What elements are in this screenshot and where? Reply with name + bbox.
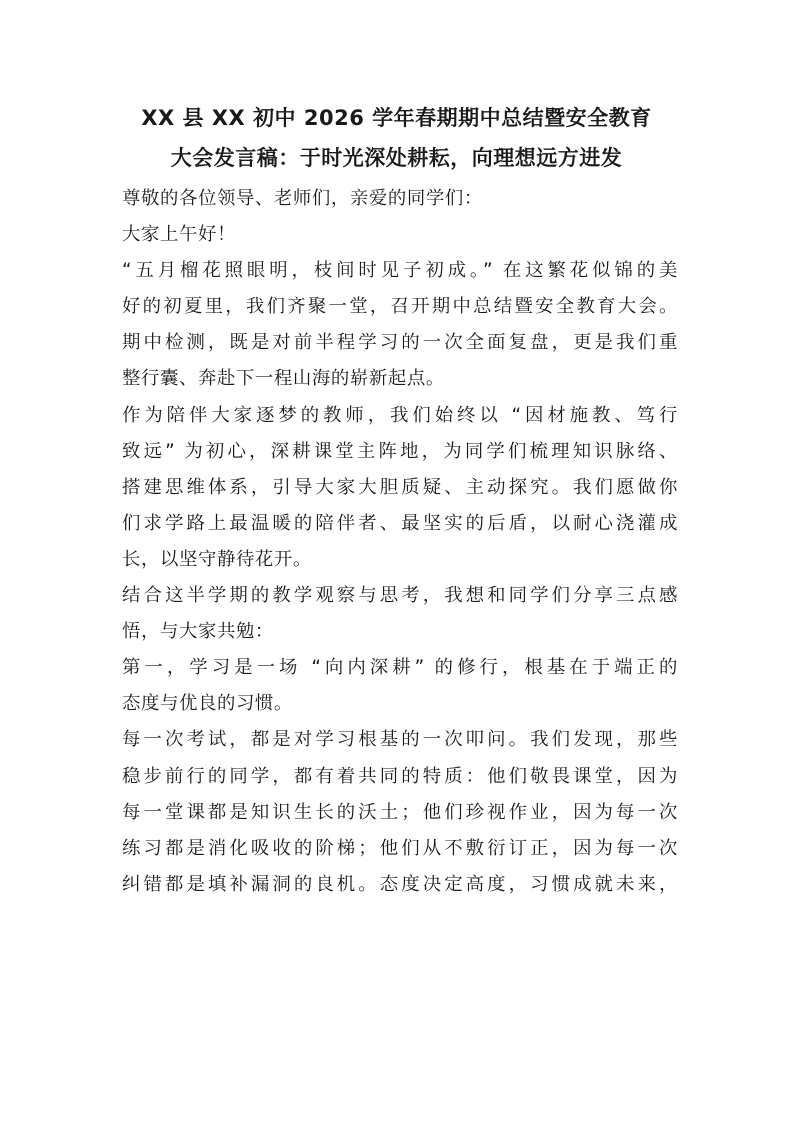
text-line: 每一堂课都是知识生长的沃土；他们珍视作业，因为每一次 [122, 801, 678, 823]
text-line: 整行囊、奔赴下一程山海的崭新起点。 [122, 368, 445, 390]
paragraph-exam-reflection [122, 722, 678, 902]
document-title-line-2: 大会发言稿：于时光深处耕耘，向理想远方进发 [170, 146, 623, 170]
text-line: 尊敬的各位领导、老师们，亲爱的同学们： [122, 188, 483, 209]
text-line: 每一次考试，都是对学习根基的一次叩问。我们发现，那些 [122, 729, 678, 751]
text-line: 结合这半学期的教学观察与思考，我想和同学们分享三点感 [122, 585, 678, 607]
text-line: 搭建思维体系，引导大家大胆质疑、主动探究。我们愿做你 [122, 476, 678, 498]
text-line: 态度与优良的习惯。 [122, 693, 293, 715]
paragraph-opening [122, 253, 678, 397]
document-body [122, 181, 678, 903]
text-line: 纠错都是填补漏洞的良机。态度决定高度，习惯成就未来， [122, 873, 678, 895]
text-line: 第一，学习是一场 “向内深耕” 的修行，根基在于端正的 [122, 657, 678, 679]
paragraph-salutation [122, 181, 678, 217]
text-line: 们求学路上最温暖的陪伴者、最坚实的后盾，以耐心浇灌成 [122, 512, 678, 534]
paragraph-teacher-role [122, 398, 678, 578]
document-title-line-1: XX 县 XX 初中 2026 学年春期期中总结暨安全教育 [141, 106, 652, 130]
text-line: “五月榴花照眼明，枝间时见子初成。” 在这繁花似锦的美 [122, 260, 678, 282]
text-line: 稳步前行的同学，都有着共同的特质：他们敬畏课堂，因为 [122, 765, 678, 787]
text-line: 大家上午好！ [122, 224, 236, 246]
text-line: 期中检测，既是对前半程学习的一次全面复盘，更是我们重 [122, 332, 678, 354]
text-line: 练习都是消化吸收的阶梯；他们从不敷衍订正，因为每一次 [122, 837, 678, 859]
paragraph-three-insights [122, 578, 678, 650]
text-line: 好的初夏里，我们齐聚一堂，召开期中总结暨安全教育大会。 [122, 296, 678, 318]
paragraph-greeting [122, 217, 678, 253]
paragraph-point-one [122, 650, 678, 722]
text-line: 作为陪伴大家逐梦的教师，我们始终以 “因材施教、笃行 [122, 404, 678, 426]
text-line: 悟，与大家共勉： [122, 621, 274, 643]
text-line: 致远” 为初心，深耕课堂主阵地，为同学们梳理知识脉络、 [122, 440, 678, 462]
text-line: 长，以坚守静待花开。 [122, 548, 312, 570]
